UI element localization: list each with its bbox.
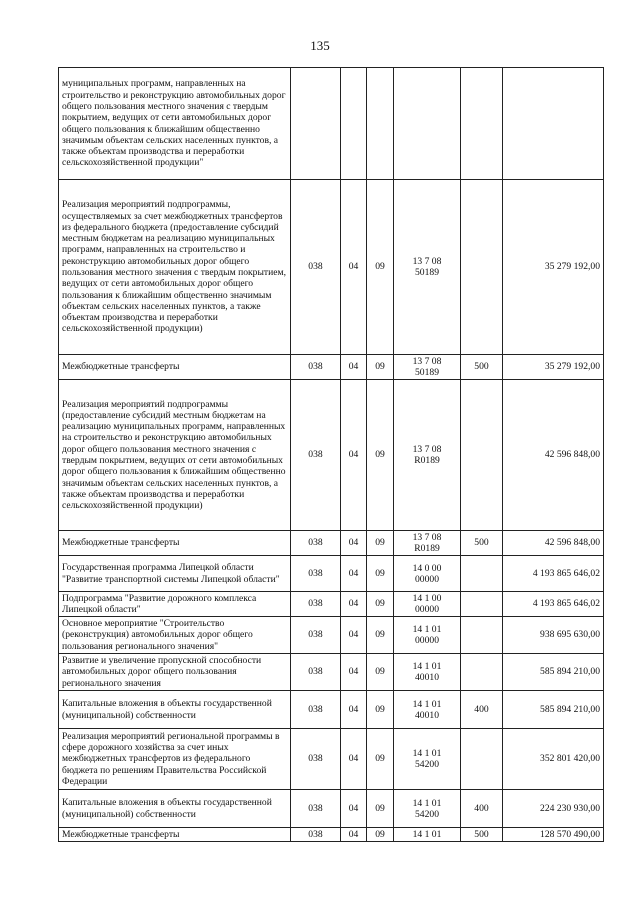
admin-code: 038 (291, 617, 341, 654)
admin-code: 038 (291, 828, 341, 842)
section-code: 04 (341, 828, 367, 842)
target-article (394, 790, 461, 828)
amount: 35 279 192,00 (503, 355, 604, 380)
amount: 585 894 210,00 (503, 654, 604, 691)
section-code: 04 (341, 729, 367, 790)
admin-code: 038 (291, 355, 341, 380)
expense-type (461, 592, 503, 617)
subsection-code: 09 (367, 790, 394, 828)
admin-code: 038 (291, 790, 341, 828)
row-name: Межбюджетные трансферты (59, 531, 291, 556)
target-article (394, 654, 461, 691)
table-row (59, 790, 604, 828)
target-article-line1: 14 1 01 (412, 624, 442, 635)
table-row (59, 654, 604, 691)
row-name: Капитальные вложения в объекты государственной (муниципальной) собственности (59, 691, 291, 729)
section-code: 04 (341, 691, 367, 729)
amount: 42 596 848,00 (503, 531, 604, 556)
target-article-line2: 40010 (415, 672, 439, 683)
table-row (59, 617, 604, 654)
subsection-code (367, 68, 394, 180)
target-article (394, 729, 461, 790)
target-article-line1: 14 1 01 (412, 698, 442, 710)
section-code: 04 (341, 556, 367, 592)
target-article-line2: 40010 (415, 709, 439, 721)
admin-code: 038 (291, 380, 341, 531)
admin-code: 038 (291, 531, 341, 556)
row-name: Капитальные вложения в объекты государственной (муниципальной) собственности (59, 790, 291, 828)
subsection-code: 09 (367, 531, 394, 556)
target-article-line1: 14 1 01 (412, 829, 442, 840)
expense-type (461, 68, 503, 180)
admin-code: 038 (291, 592, 341, 617)
section-code: 04 (341, 617, 367, 654)
row-name: Межбюджетные трансферты (59, 828, 291, 842)
section-code: 04 (341, 654, 367, 691)
subsection-code: 09 (367, 654, 394, 691)
table-row (59, 380, 604, 531)
table-row (59, 531, 604, 556)
expense-type: 500 (461, 828, 503, 842)
section-code (341, 68, 367, 180)
target-article-line2: 00000 (415, 635, 439, 646)
row-name: Реализация мероприятий региональной программы в сфере дорожного хозяйства за счет иных межбюджетных трансфертов из федерального бюджета по решениям Правительства Российской Федерации (59, 729, 291, 790)
target-article (394, 617, 461, 654)
target-article-line1: 13 7 08 (412, 532, 442, 543)
amount: 35 279 192,00 (503, 180, 604, 355)
target-article-line2: 50189 (415, 367, 439, 378)
table-row (59, 68, 604, 180)
target-article (394, 691, 461, 729)
target-article (394, 380, 461, 531)
amount: 352 801 420,00 (503, 729, 604, 790)
target-article-line1: 14 0 00 (412, 562, 442, 574)
target-article-line1: 13 7 08 (412, 356, 442, 367)
subsection-code: 09 (367, 691, 394, 729)
table-row (59, 592, 604, 617)
table-row (59, 691, 604, 729)
row-name: Основное мероприятие "Строительство (реконструкция) автомобильных дорог общего пользования регионального значения" (59, 617, 291, 654)
target-article-line2: 50189 (415, 267, 439, 278)
amount: 128 570 490,00 (503, 828, 604, 842)
section-code: 04 (341, 380, 367, 531)
target-article-line2: 54200 (415, 808, 439, 820)
section-code: 04 (341, 531, 367, 556)
amount: 42 596 848,00 (503, 380, 604, 531)
subsection-code: 09 (367, 180, 394, 355)
target-article-line1: 13 7 08 (412, 256, 442, 267)
expense-type: 400 (461, 691, 503, 729)
admin-code: 038 (291, 729, 341, 790)
target-article (394, 556, 461, 592)
subsection-code: 09 (367, 592, 394, 617)
subsection-code: 09 (367, 556, 394, 592)
target-article-line2: R0189 (414, 455, 440, 466)
target-article (394, 355, 461, 380)
target-article-line2: 54200 (415, 759, 439, 770)
subsection-code: 09 (367, 828, 394, 842)
target-article (394, 180, 461, 355)
target-article-line1: 14 1 01 (412, 797, 442, 809)
target-article-line2: 00000 (415, 573, 439, 585)
table-row (59, 729, 604, 790)
target-article-line1: 13 7 08 (412, 444, 442, 455)
subsection-code: 09 (367, 355, 394, 380)
amount: 4 193 865 646,02 (503, 592, 604, 617)
amount (503, 68, 604, 180)
target-article-line1: 14 1 01 (412, 748, 442, 759)
table-row (59, 180, 604, 355)
row-name: Реализация мероприятий подпрограммы (предоставление субсидий местным бюджетам на реализацию муниципальных программ, направленных на строительство и реконструкцию автомобильных дорог общего пользования местного значения с твердым покрытием, ведущих от сети автомобильных дорог общего пользования к ближайшим общественно значимым объектам сельских населенных пунктов, а также объектам производства и переработки сельскохозяйственной продукции) (59, 380, 291, 531)
admin-code (291, 68, 341, 180)
expense-type: 400 (461, 790, 503, 828)
target-article-line2: R0189 (414, 543, 440, 554)
expense-type (461, 729, 503, 790)
target-article (394, 592, 461, 617)
expense-type (461, 654, 503, 691)
section-code: 04 (341, 180, 367, 355)
row-name: муниципальных программ, направленных на строительство и реконструкцию автомобильных дорог общего пользования местного значения с твердым покрытием, ведущих от сети автомобильных дорог общего пользования к ближайшим общественно значимым объектам сельских населенных пунктов, а также объектам производства и переработки сельскохозяйственной продукции" (59, 68, 291, 180)
admin-code: 038 (291, 556, 341, 592)
row-name: Реализация мероприятий подпрограммы, осуществляемых за счет межбюджетных трансфертов из федерального бюджета (предоставление субсидий местным бюджетам на реализацию муниципальных программ, направленных на строительство и реконструкцию автомобильных дорог общего пользования местного значения с твердым покрытием, ведущих от сети автомобильных дорог общего пользования к ближайшим общественно значимым объектам сельских населенных пунктов, а также объектам производства и переработки сельскохозяйственной продукции) (59, 180, 291, 355)
amount: 224 230 930,00 (503, 790, 604, 828)
section-code: 04 (341, 355, 367, 380)
target-article-line1: 14 1 01 (412, 661, 442, 672)
amount: 4 193 865 646,02 (503, 556, 604, 592)
expense-type (461, 556, 503, 592)
table-row (59, 828, 604, 842)
row-name: Государственная программа Липецкой области "Развитие транспортной системы Липецкой области" (59, 556, 291, 592)
amount: 585 894 210,00 (503, 691, 604, 729)
target-article (394, 68, 461, 180)
target-article (394, 531, 461, 556)
expense-type: 500 (461, 355, 503, 380)
page-number: 135 (310, 38, 330, 53)
section-code: 04 (341, 592, 367, 617)
target-article-line2: 00000 (415, 604, 439, 615)
section-code: 04 (341, 790, 367, 828)
row-name: Межбюджетные трансферты (59, 355, 291, 380)
expense-type (461, 180, 503, 355)
admin-code: 038 (291, 654, 341, 691)
table-row (59, 355, 604, 380)
admin-code: 038 (291, 180, 341, 355)
budget-table (58, 67, 604, 842)
amount: 938 695 630,00 (503, 617, 604, 654)
target-article (394, 828, 461, 842)
target-article-line1: 14 1 00 (412, 593, 442, 604)
subsection-code: 09 (367, 617, 394, 654)
table-row (59, 556, 604, 592)
expense-type (461, 617, 503, 654)
row-name: Развитие и увеличение пропускной способности автомобильных дорог общего пользования регионального значения (59, 654, 291, 691)
expense-type (461, 380, 503, 531)
row-name: Подпрограмма "Развитие дорожного комплекса Липецкой области" (59, 592, 291, 617)
expense-type: 500 (461, 531, 503, 556)
subsection-code: 09 (367, 729, 394, 790)
subsection-code: 09 (367, 380, 394, 531)
admin-code: 038 (291, 691, 341, 729)
